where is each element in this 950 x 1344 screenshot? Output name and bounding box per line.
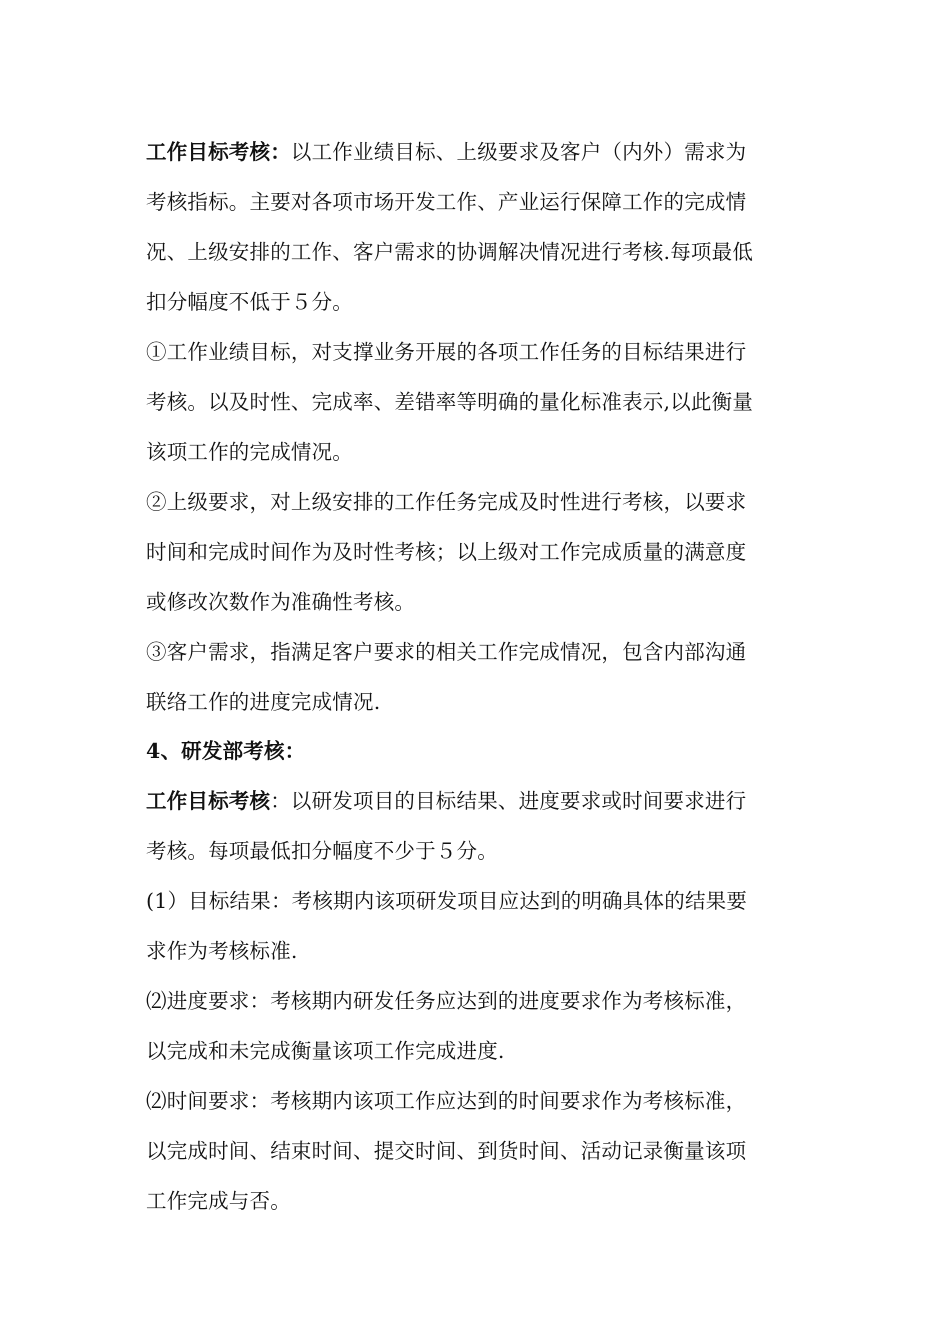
paragraph-line: 该项工作的完成情况。	[146, 440, 353, 464]
paragraph-line: 考核。以及时性、完成率、差错率等明确的量化标准表示,以此衡量	[146, 390, 754, 414]
paragraph-text: ：以研发项目的目标结果、进度要求或时间要求进行	[270, 789, 747, 813]
paragraph-line: ⑵时间要求：考核期内该项工作应达到的时间要求作为考核标准，	[146, 1089, 747, 1113]
paragraph-line: ③客户需求，指满足客户要求的相关工作完成情况，包含内部沟通	[146, 640, 747, 664]
paragraph-line: 联络工作的进度完成情况.	[146, 690, 381, 714]
paragraph-line: 况、上级安排的工作、客户需求的协调解决情况进行考核.每项最低	[146, 240, 754, 264]
paragraph-line: 或修改次数作为准确性考核。	[146, 590, 416, 614]
paragraph-lead: 工作目标考核：	[146, 140, 291, 164]
paragraph-line: 以完成和未完成衡量该项工作完成进度.	[146, 1039, 505, 1063]
paragraph-line: 求作为考核标准.	[146, 939, 298, 963]
paragraph-line: 时间和完成时间作为及时性考核；以上级对工作完成质量的满意度	[146, 540, 747, 564]
paragraph-line: ②上级要求，对上级安排的工作任务完成及时性进行考核，以要求	[146, 490, 747, 514]
paragraph-line: 工作完成与否。	[146, 1189, 291, 1213]
section-heading: 4、研发部考核：	[146, 739, 306, 763]
paragraph-line: ⑵进度要求：考核期内研发任务应达到的进度要求作为考核标准，	[146, 989, 747, 1013]
paragraph-text: 以工作业绩目标、上级要求及客户（内外）需求为	[290, 140, 747, 164]
paragraph-line: 以完成时间、结束时间、提交时间、到货时间、活动记录衡量该项	[146, 1139, 747, 1163]
paragraph-line: (1）目标结果：考核期内该项研发项目应达到的明确具体的结果要	[146, 889, 748, 913]
paragraph-line: 考核。每项最低扣分幅度不少于５分。	[146, 839, 498, 863]
paragraph-line: 考核指标。主要对各项市场开发工作、产业运行保障工作的完成情	[146, 190, 747, 214]
paragraph-line	[146, 787, 816, 815]
paragraph-line: ①工作业绩目标，对支撑业务开展的各项工作任务的目标结果进行	[146, 340, 747, 364]
paragraph-line	[146, 138, 816, 166]
paragraph-lead: 工作目标考核	[146, 789, 271, 813]
paragraph-line: 扣分幅度不低于５分。	[146, 290, 353, 314]
